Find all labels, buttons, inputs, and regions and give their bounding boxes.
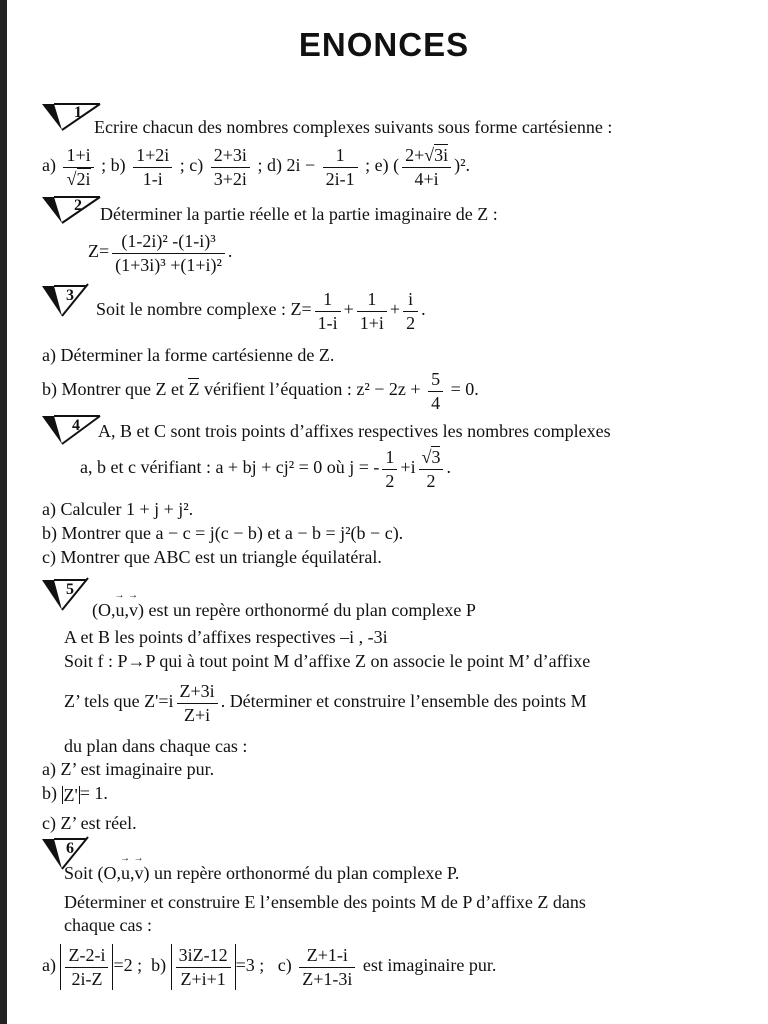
fraction-a: $\frac{1+i}{√2i}$ bbox=[63, 144, 93, 190]
exercise-1-statement: Ecrire chacun des nombres complexes suivants sous forme cartésienne : bbox=[94, 117, 613, 137]
svg-text:3: 3 bbox=[66, 287, 74, 304]
svg-text:4: 4 bbox=[72, 417, 80, 434]
svg-text:2: 2 bbox=[74, 197, 82, 214]
exercise-5-case-c: c) Z’ est réel. bbox=[42, 813, 137, 833]
exercise-3-statement: Soit le nombre complexe : Z= $\frac{1}{1-i}$ + $\frac{1}{1+i}$ + $\frac{i}{2}$ . bbox=[96, 289, 426, 333]
exercise-5-frame: (O,→ u,→ v) est un repère orthonormé du plan complexe P bbox=[92, 601, 476, 619]
abs-case-a: $\frac{Z-2-i}{2i-Z}$ bbox=[60, 944, 113, 990]
exercise-2-statement: Déterminer la partie réelle et la partie imaginaire de Z : bbox=[100, 204, 498, 224]
fraction-e: $\frac{2+√3i}{4+i}$ bbox=[402, 144, 451, 190]
exercise-2-formula: Z= $\frac{\text{(1-2i)² -(1-i)³}}{\text{(1+3i)³ +(1+i)²}}$ . bbox=[88, 231, 233, 275]
exercise-3-question-b: b) Montrer que Z et Z vérifient l’équation : z² − 2z + $\frac{5}{4}$ = 0. bbox=[42, 369, 479, 413]
exercise-3-badge bbox=[40, 282, 104, 324]
exercise-6-frame: Soit (O,→ u,→ v) un repère orthonormé du plan complexe P. bbox=[64, 864, 459, 882]
fraction-case-c: $\frac{Z+1-i}{Z+1-3i}$ bbox=[299, 944, 355, 990]
exercise-4-statement: A, B et C sont trois points d’affixes respectives les nombres complexes bbox=[98, 421, 611, 441]
exercise-1-items: a) $\frac{1+i}{√2i}$ ; b) $\frac{1+2i}{1-i}$ ; c) $\frac{2+3i}{3+2i}$ ; d) 2i − $\frac{1}{2i-1}$ ; e) ( $\frac{2+√3i}{4+i}$ )². bbox=[42, 145, 471, 189]
exercise-5-points: A et B les points d’affixes respectives –i , -3i bbox=[64, 627, 388, 647]
abs-case-b: $\frac{3iZ-12}{Z+i+1}$ bbox=[171, 944, 236, 990]
exercise-4-condition: a, b et c vérifiant : a + bj + cj² = 0 où j = - $\frac{1}{2}$ +i $\frac{√3}{2}$ . bbox=[80, 447, 451, 491]
exercise-6-cases: a) $\frac{Z-2-i}{2i-Z}$ =2 ; b) $\frac{3iZ-12}{Z+i+1}$ =3 ; c) $\frac{Z+1-i}{Z+1-3i}$ est imaginaire pur. bbox=[42, 945, 497, 989]
exercise-5-cases-intro: du plan dans chaque cas : bbox=[64, 736, 248, 756]
exercise-3-question-a: a) Déterminer la forme cartésienne de Z. bbox=[42, 345, 335, 365]
page-title: ENONCES bbox=[298, 26, 470, 63]
exercise-1-number: 1 bbox=[74, 104, 82, 121]
fraction-b: $\frac{1+2i}{1-i}$ bbox=[133, 144, 172, 190]
item-a-label: a) bbox=[42, 155, 56, 176]
exercise-5-case-b: b) Z' = 1. bbox=[42, 783, 108, 805]
fraction-c: $\frac{2+3i}{3+2i}$ bbox=[211, 144, 250, 190]
exercise-5-map: Soit f : P→P qui à tout point M d’affixe Z on associe le point M’ d’affixe bbox=[64, 651, 591, 671]
fraction-d: $\frac{1}{2i-1}$ bbox=[323, 144, 358, 190]
page-left-edge bbox=[0, 0, 7, 1024]
exercise-6-statement: Déterminer et construire E l’ensemble des points M de P d’affixe Z dans bbox=[64, 892, 586, 912]
exercise-4-question-b: b) Montrer que a − c = j(c − b) et a − b = j²(b − c). bbox=[42, 523, 404, 543]
exercise-6-cases-intro: chaque cas : bbox=[64, 915, 152, 935]
svg-text:6: 6 bbox=[66, 840, 74, 857]
exercise-5-definition: Z’ tels que Z'=i $\frac{Z+3i}{Z+i}$ . Déterminer et construire l’ensemble des points M bbox=[64, 681, 587, 725]
exercise-4-question-c: c) Montrer que ABC est un triangle équilatéral. bbox=[42, 547, 382, 567]
exercise-4-question-a: a) Calculer 1 + j + j². bbox=[42, 499, 194, 519]
exercise-5-case-a: a) Z’ est imaginaire pur. bbox=[42, 759, 215, 779]
svg-text:5: 5 bbox=[66, 581, 74, 598]
exercise-2-badge bbox=[40, 193, 104, 235]
